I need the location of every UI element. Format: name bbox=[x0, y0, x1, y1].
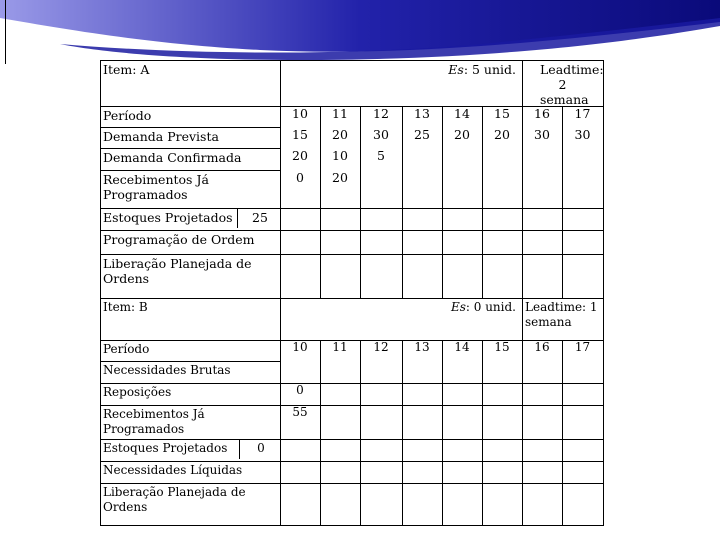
itemB-recebimentos-cell: 55 bbox=[292, 405, 308, 419]
itemA-row-label: Demanda Confirmada bbox=[103, 150, 242, 165]
itemA-recebimentos-cell bbox=[402, 168, 442, 190]
table-rule-h bbox=[100, 525, 604, 526]
itemB-periods-cell: 11 bbox=[332, 340, 348, 354]
itemB-es-stock bbox=[280, 298, 522, 340]
itemB-reposicoes-cell bbox=[522, 381, 562, 403]
itemB-title: Item: B bbox=[103, 300, 148, 314]
itemA-periods-cell: 16 bbox=[534, 106, 550, 121]
itemA-row-label: Programação de Ordem bbox=[103, 232, 255, 247]
itemA-row-label: Período bbox=[103, 108, 152, 123]
itemB-recebimentos-cell bbox=[442, 403, 482, 425]
itemB-es-value: : 0 unid. bbox=[465, 300, 516, 314]
itemB-initial-stock: 0 bbox=[257, 441, 265, 455]
itemA-row-label: Recebimentos Já Programados bbox=[103, 172, 209, 202]
itemA-demanda_confirmada-cell: 10 bbox=[332, 148, 348, 163]
itemA-demanda_prevista-cell: 20 bbox=[454, 127, 470, 142]
itemB-es-symbol: Es bbox=[450, 300, 466, 314]
table-rule-v bbox=[402, 340, 403, 526]
table-rule-v bbox=[603, 60, 604, 299]
itemB-recebimentos-cell bbox=[482, 403, 522, 425]
itemA-row-label: Liberação Planejada de Ordens bbox=[103, 256, 252, 286]
itemB-row-label: Reposições bbox=[103, 385, 172, 399]
itemA-recebimentos-cell bbox=[482, 168, 522, 190]
itemA-demanda_confirmada-cell bbox=[402, 146, 442, 168]
itemA-demanda_prevista-cell: 30 bbox=[373, 127, 389, 142]
itemB-periods-cell: 16 bbox=[534, 340, 550, 354]
table-rule-v bbox=[360, 340, 361, 526]
itemB-reposicoes-cell bbox=[562, 381, 603, 403]
itemB-recebimentos-cell bbox=[360, 403, 402, 425]
itemB-recebimentos-cell bbox=[320, 403, 360, 425]
itemA-leadtime: Leadtime: 2 semana bbox=[540, 62, 604, 107]
itemB-reposicoes-cell bbox=[482, 381, 522, 403]
itemB-periods-cell: 17 bbox=[574, 340, 591, 354]
itemB-reposicoes-cell: 0 bbox=[296, 383, 304, 397]
itemB-leadtime: Leadtime: 1 semana bbox=[525, 300, 598, 329]
itemA-demanda_prevista-cell: 30 bbox=[534, 127, 550, 142]
itemB-recebimentos-cell bbox=[522, 403, 562, 425]
itemA-demanda_confirmada-cell bbox=[562, 146, 603, 168]
itemA-periods-cell: 13 bbox=[414, 106, 430, 121]
itemA-initial-stock: 25 bbox=[252, 210, 268, 225]
itemB-recebimentos-cell bbox=[402, 403, 442, 425]
table-rule-v bbox=[442, 340, 443, 526]
itemB-periods-cell: 14 bbox=[454, 340, 470, 354]
table-rule-v bbox=[603, 298, 604, 526]
itemB-periods-cell: 12 bbox=[373, 340, 389, 354]
itemA-demanda_confirmada-cell: 20 bbox=[292, 148, 308, 163]
itemA-demanda_confirmada-cell bbox=[482, 146, 522, 168]
itemA-es-value: : 5 unid. bbox=[463, 62, 516, 77]
itemA-demanda_confirmada-cell: 5 bbox=[377, 148, 385, 163]
itemA-demanda_prevista-cell: 30 bbox=[574, 127, 591, 142]
itemA-recebimentos-cell: 20 bbox=[332, 170, 348, 185]
itemA-periods-cell: 14 bbox=[454, 106, 470, 121]
itemA-recebimentos-cell bbox=[562, 168, 603, 190]
itemB-row-label: Necessidades Líquidas bbox=[103, 463, 243, 477]
itemA-es-symbol: Es bbox=[448, 62, 464, 77]
itemA-periods-cell: 12 bbox=[373, 106, 389, 121]
itemB-periods-cell: 10 bbox=[292, 340, 308, 354]
itemA-periods-cell: 15 bbox=[494, 106, 510, 121]
itemB-row-label: Liberação Planejada de Ordens bbox=[103, 485, 246, 514]
table-rule-v bbox=[562, 340, 563, 526]
itemA-recebimentos-cell bbox=[522, 168, 562, 190]
table-rule-v bbox=[482, 340, 483, 526]
itemA-recebimentos-cell: 0 bbox=[296, 170, 304, 185]
itemA-periods-cell: 10 bbox=[292, 106, 308, 121]
itemB-row-label: Estoques Projetados bbox=[100, 439, 240, 459]
itemA-row-label: Demanda Prevista bbox=[103, 129, 219, 144]
itemA-es-stock bbox=[280, 60, 522, 106]
itemB-periods-cell: 13 bbox=[414, 340, 430, 354]
itemB-row-label: Necessidades Brutas bbox=[103, 363, 231, 377]
itemB-row-label: Recebimentos Já Programados bbox=[103, 407, 205, 436]
itemB-reposicoes-cell bbox=[402, 381, 442, 403]
itemA-demanda_prevista-cell: 20 bbox=[494, 127, 510, 142]
itemA-recebimentos-cell bbox=[442, 168, 482, 190]
itemA-periods-cell: 17 bbox=[574, 106, 591, 121]
itemB-reposicoes-cell bbox=[360, 381, 402, 403]
itemA-row-label: Estoques Projetados bbox=[100, 208, 238, 228]
itemB-periods-cell: 15 bbox=[494, 340, 510, 354]
itemA-demanda_prevista-cell: 20 bbox=[332, 127, 348, 142]
itemB-row-label: Período bbox=[103, 342, 150, 356]
itemB-reposicoes-cell bbox=[320, 381, 360, 403]
itemA-demanda_confirmada-cell bbox=[522, 146, 562, 168]
itemA-recebimentos-cell bbox=[360, 168, 402, 190]
itemA-demanda_prevista-cell: 15 bbox=[292, 127, 308, 142]
itemA-periods-cell: 11 bbox=[332, 106, 348, 121]
itemB-recebimentos-cell bbox=[562, 403, 603, 425]
table-rule-v bbox=[320, 340, 321, 526]
itemA-demanda_confirmada-cell bbox=[442, 146, 482, 168]
itemA-title: Item: A bbox=[103, 62, 150, 77]
itemB-reposicoes-cell bbox=[442, 381, 482, 403]
itemA-demanda_prevista-cell: 25 bbox=[414, 127, 430, 142]
